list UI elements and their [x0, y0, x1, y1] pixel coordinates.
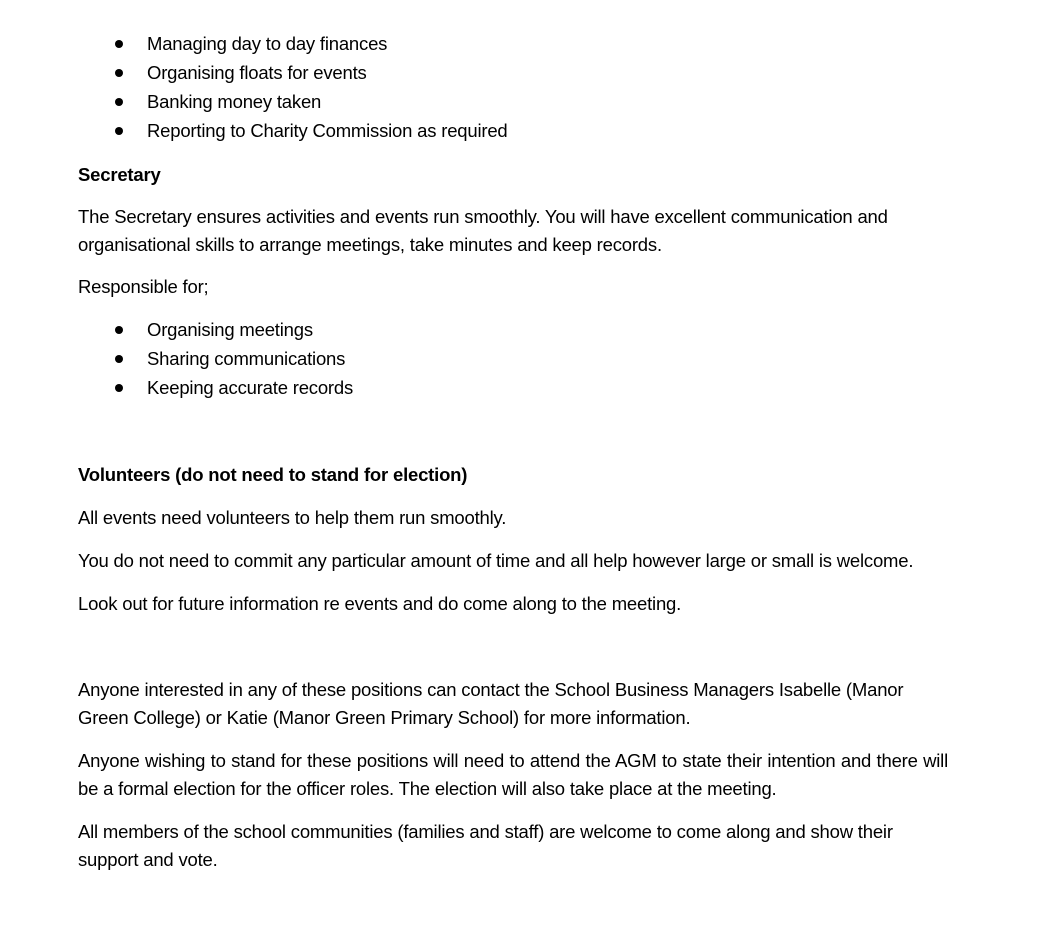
bullet-icon	[115, 98, 123, 106]
list-item: Sharing communications	[78, 344, 948, 373]
closing-paragraph: Anyone interested in any of these positions can contact the School Business Managers Isabelle (Manor Green College) or Katie (Manor Green Primary School) for more information.	[78, 679, 904, 728]
list-item: Organising meetings	[78, 315, 948, 344]
bullet-icon	[115, 326, 123, 334]
list-item: Banking money taken	[78, 87, 948, 116]
list-item: Managing day to day finances	[78, 29, 948, 58]
list-item: Organising floats for events	[78, 58, 948, 87]
bullet-icon	[115, 40, 123, 48]
volunteers-paragraph: Look out for future information re events and do come along to the meeting.	[78, 593, 682, 614]
closing-paragraph: All members of the school communities (families and staff) are welcome to come along and show their support and vote.	[78, 821, 893, 870]
bullet-icon	[115, 384, 123, 392]
list-item: Reporting to Charity Commission as required	[78, 116, 948, 145]
bullet-icon	[115, 355, 123, 363]
volunteers-paragraph: All events need volunteers to help them run smoothly.	[78, 507, 507, 528]
list-item: Keeping accurate records	[78, 373, 948, 402]
secretary-duties-list	[78, 315, 948, 402]
volunteers-paragraph: You do not need to commit any particular amount of time and all help however large or small is welcome.	[78, 550, 914, 571]
volunteers-heading: Volunteers (do not need to stand for election)	[78, 464, 468, 485]
secretary-responsible-intro: Responsible for;	[78, 276, 209, 297]
bullet-icon	[115, 69, 123, 77]
closing-paragraph: Anyone wishing to stand for these positions will need to attend the AGM to state their intention and there will be a formal election for the officer roles. The election will also take place at the meeting.	[78, 750, 948, 799]
bullet-icon	[115, 127, 123, 135]
secretary-heading: Secretary	[78, 164, 161, 185]
document-body	[78, 29, 948, 874]
secretary-description: The Secretary ensures activities and events run smoothly. You will have excellent communication and organisational skills to arrange meetings, take minutes and keep records.	[78, 206, 888, 255]
treasurer-duties-list	[78, 29, 948, 145]
